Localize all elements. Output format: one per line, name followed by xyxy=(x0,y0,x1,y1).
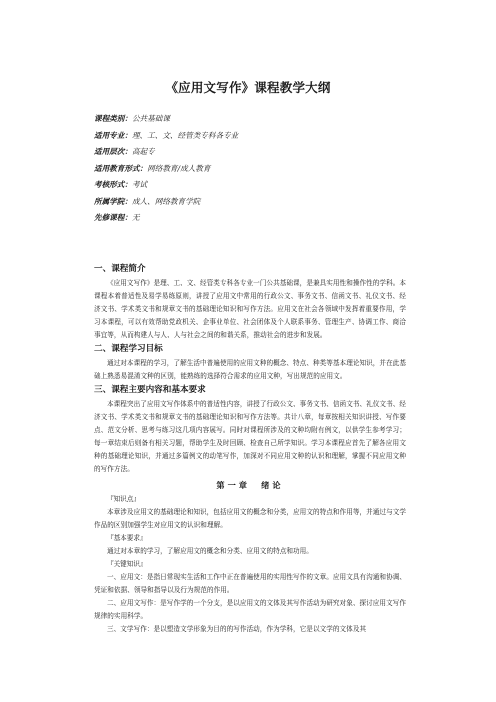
meta-row-assessment xyxy=(94,177,238,194)
meta-label: 适用层次： xyxy=(94,147,132,156)
section-paragraph-intro: 《应用文写作》是理、工、文、经管类专科各专业一门公共基础课，是兼具实用性和操作性的学科。本课程本着普适性及易学易练原则，讲授了应用文中常用的行政公文、事务文书、信函文书、礼仪文书、经济文书、学术类文书和规章文书的基础理论知识和写作方法。应用文在社会各领域中发挥着重要作用，学习本课程，可以有效帮助党政机关、企事业单位、社会团体及个人联系事务、管理生产、协调工作、商洽事宜等，从而构建人与人、人与社会之间的和谐关系，推动社会的进步和发展。 xyxy=(94,279,406,339)
meta-row-level xyxy=(94,144,238,161)
section-paragraph-content: 本课程突出了应用文写作体系中的普适性内容，讲授了行政公文、事务文书、信函文书、礼仪文书、经济文书、学术类文书和规章文书的基础理论知识和写作方法等。共计八章，每章按相关知识讲授、写作要点、范文分析、思考与练习这几项内容展写。同时对课程所涉及的文种均附有例文，以供学生参考学习；每一章结束后则备有相关习题，帮助学生及时回顾、检查自己所学知识。学习本课程应首先了解各应用文种的基础理论知识，并通过多篇例文的动笔写作，加深对不同应用文种的认识和理解，掌握不同应用文种的写作方法。 xyxy=(94,400,406,473)
meta-value: 考试 xyxy=(131,180,148,189)
meta-label: 先修课程： xyxy=(94,213,132,222)
meta-row-category xyxy=(94,111,238,128)
meta-label: 考核形式： xyxy=(94,180,132,189)
meta-row-majors xyxy=(94,128,238,145)
knowledge-points-text: 本章涉及应用文的基础理论和知识，包括应用文的概念和分类，应用文的特点和作用等，并通过与文学作品的区别加强学生对应用文的认识和理解。 xyxy=(94,508,406,529)
section-heading-intro: 一、课程简介 xyxy=(94,264,146,274)
meta-label: 适用教育形式： xyxy=(94,163,148,173)
knowledge-points-label: 『知识点』 xyxy=(107,495,140,503)
meta-label: 课程类别： xyxy=(94,114,132,123)
document-title: 《应用文写作》课程教学大纲 xyxy=(165,80,331,95)
meta-label: 所属学院： xyxy=(94,196,132,206)
meta-value: 公共基础课 xyxy=(131,114,170,123)
document-body xyxy=(94,262,406,636)
basic-requirements-label: 『基本要求』 xyxy=(107,534,147,542)
key-knowledge-item: 三、文学写作：是以塑造文学形象为目的的写作活动，作为学科，它是以文学的文体及其 xyxy=(107,625,367,633)
key-knowledge-item: 二、应用文写作：是写作学的一个分支，是以应用文的文体及其写作活动为研究对象、探讨应用文写作规律的实用科学。 xyxy=(94,599,406,620)
meta-value: 高起专 xyxy=(131,147,155,156)
meta-value: 无 xyxy=(131,213,140,222)
meta-row-education-form xyxy=(94,161,238,178)
chapter-heading: 第一章 绪论 xyxy=(216,480,284,490)
section-heading-content: 三、课程主要内容和基本要求 xyxy=(94,385,206,395)
meta-value: 理、工、文、经管类专科各专业 xyxy=(131,130,239,140)
key-knowledge-item: 一、应用文：是指日常现实生活和工作中正在普遍使用的实用性写作的文章。应用文具有沟通和协调、凭证和依据、领导和指导以及行为规范的作用。 xyxy=(94,573,406,594)
meta-value: 成人、网络教育学院 xyxy=(131,196,201,206)
section-heading-objectives: 二、课程学习目标 xyxy=(94,344,163,354)
section-paragraph-objectives: 通过对本课程的学习，了解生活中普遍使用的应用文种的概念、特点、种类等基本理论知识，并在此基础上熟悉易混淆文种的区别，能熟练的选择符合需求的应用文种，写出规范的应用文。 xyxy=(94,359,406,380)
key-knowledge-label: 『关键知识』 xyxy=(107,560,147,568)
course-meta-list xyxy=(94,111,238,227)
meta-value: 网络教育/成人教育 xyxy=(147,163,211,173)
meta-label: 适用专业： xyxy=(94,130,132,140)
basic-requirements-text: 通过对本章的学习，了解应用文的概念和分类、应用文的特点和功用。 xyxy=(107,547,313,555)
meta-row-prerequisite xyxy=(94,210,238,227)
meta-row-college xyxy=(94,194,238,211)
